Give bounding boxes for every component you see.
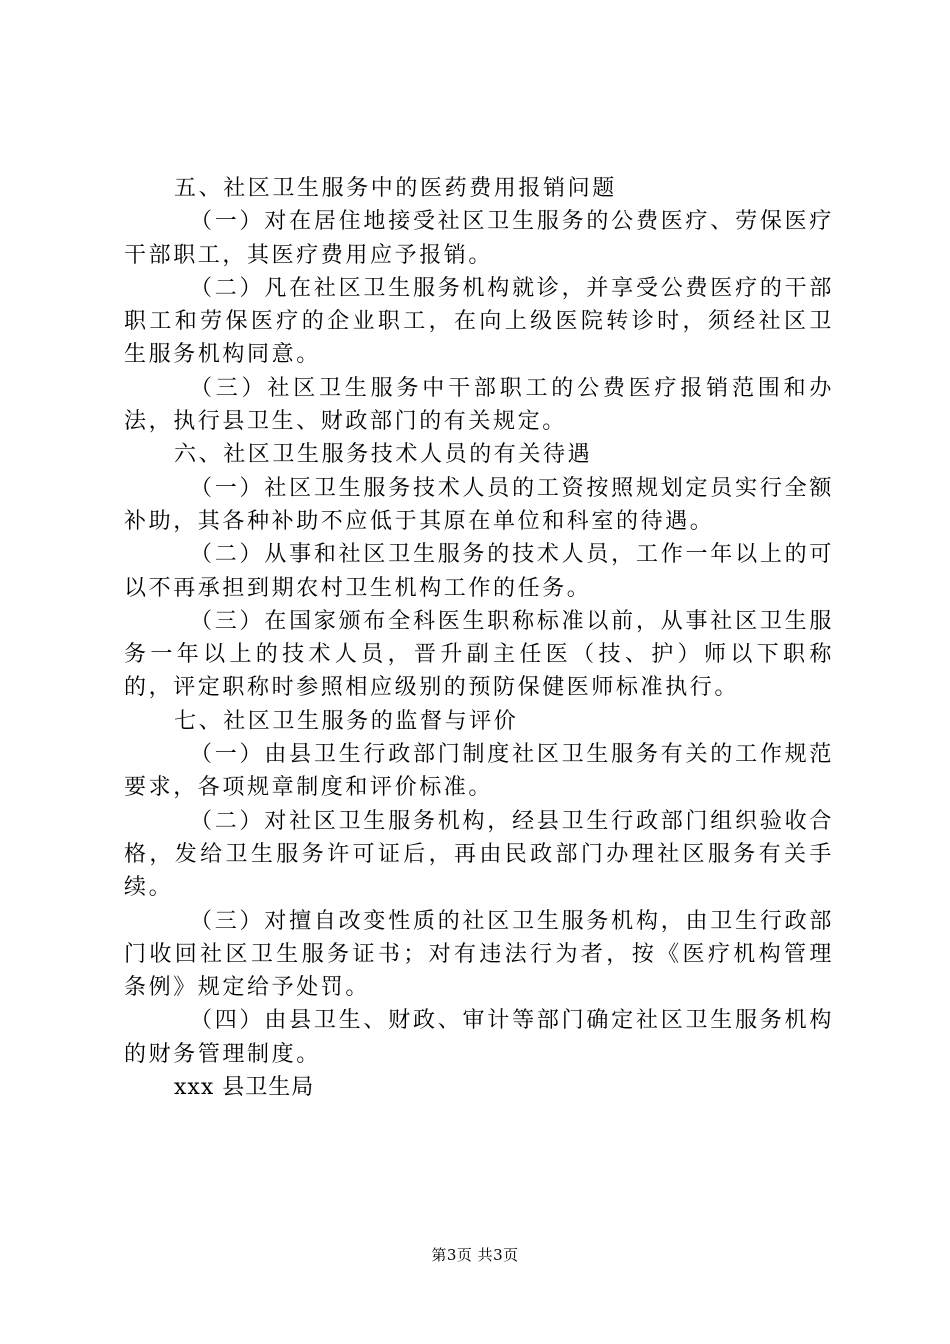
- section-heading-7: 七、社区卫生服务的监督与评价: [174, 708, 519, 734]
- paragraph-7-2: （二）对社区卫生服务机构，经县卫生行政部门组织验收合格，发给卫生服务许可证后，再由民政部门办理社区服务有关手续。: [124, 808, 834, 901]
- page-footer: 第3页 共3页: [431, 1246, 519, 1264]
- paragraph-5-1: （一）对在居住地接受社区卫生服务的公费医疗、劳保医疗干部职工，其医疗费用应予报销。: [124, 209, 834, 268]
- paragraph-5-2: （二）凡在社区卫生服务机构就诊，并享受公费医疗的干部职工和劳保医疗的企业职工，在向上级医院转诊时，须经社区卫生服务机构同意。: [124, 275, 834, 368]
- paragraph-7-3: （三）对擅自改变性质的社区卫生服务机构，由卫生行政部门收回社区卫生服务证书；对有违法行为者，按《医疗机构管理条例》规定给予处罚。: [124, 908, 834, 1001]
- paragraph-7-1: （一）由县卫生行政部门制度社区卫生服务有关的工作规范要求，各项规章制度和评价标准。: [124, 742, 834, 801]
- paragraph-5-3: （三）社区卫生服务中干部职工的公费医疗报销范围和办法，执行县卫生、财政部门的有关规定。: [124, 375, 834, 435]
- paragraph-6-3: （三）在国家颁布全科医生职称标准以前，从事社区卫生服务一年以上的技术人员，晋升副主任医（技、护）师以下职称的，评定职称时参照相应级别的预防保健医师标准执行。: [124, 608, 834, 701]
- section-heading-6: 六、社区卫生服务技术人员的有关待遇: [174, 442, 593, 468]
- paragraph-6-2: （二）从事和社区卫生服务的技术人员，工作一年以上的可以不再承担到期农村卫生机构工作的任务。: [124, 542, 834, 601]
- document-body: [124, 172, 834, 1104]
- paragraph-7-4: （四）由县卫生、财政、审计等部门确定社区卫生服务机构的财务管理制度。: [124, 1008, 834, 1067]
- paragraph-6-1: （一）社区卫生服务技术人员的工资按照规划定员实行全额补助，其各种补助不应低于其原在单位和科室的待遇。: [124, 475, 834, 534]
- section-heading-5: 五、社区卫生服务中的医药费用报销问题: [174, 176, 617, 201]
- signature: xxx 县卫生局: [174, 1075, 315, 1101]
